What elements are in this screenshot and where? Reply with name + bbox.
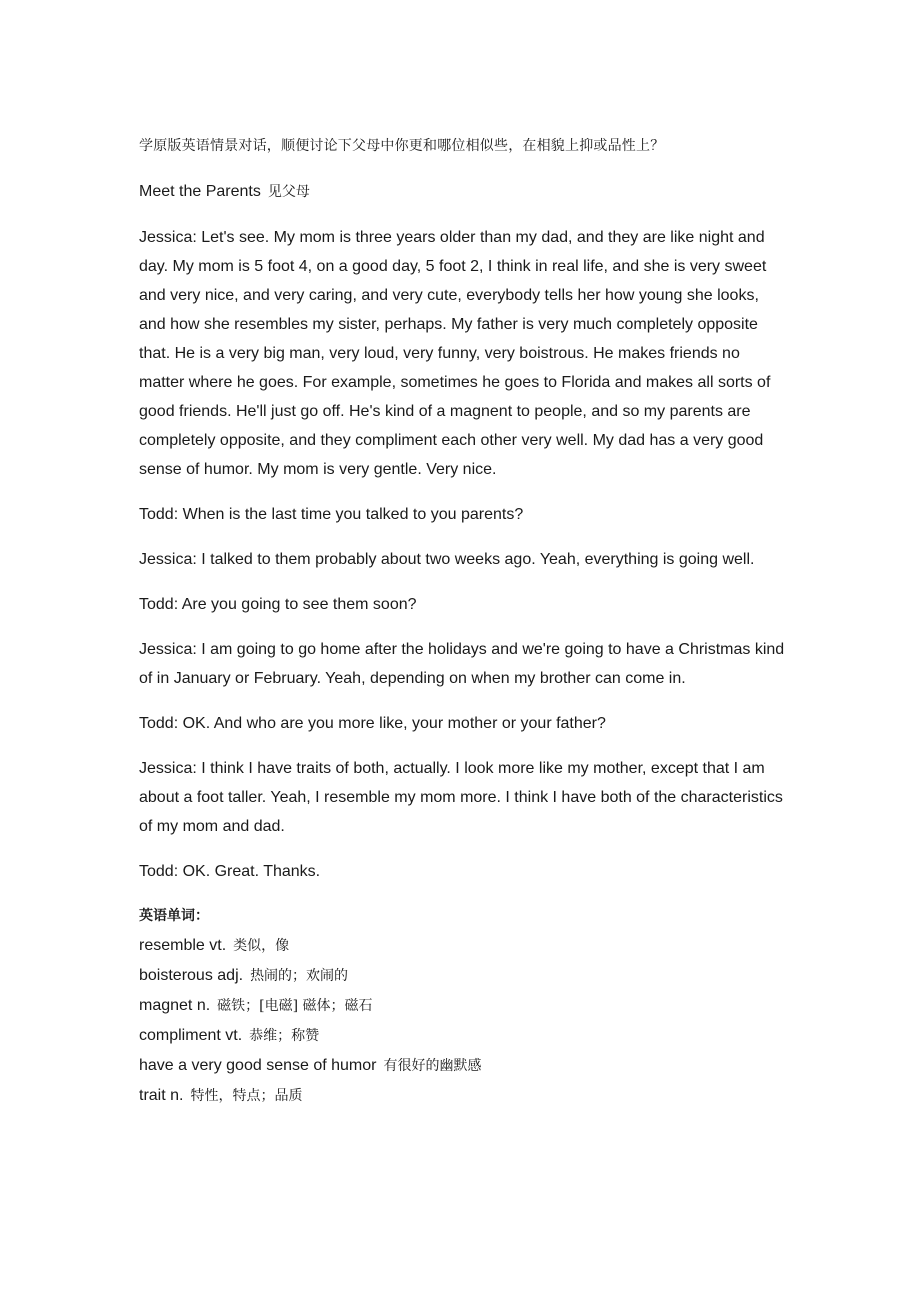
vocabulary-definition: 有很好的幽默感 xyxy=(383,1058,482,1074)
vocabulary-term: have a very good sense of humor xyxy=(139,1057,377,1074)
article-title-zh: 见父母 xyxy=(267,184,310,200)
dialogue-line: Jessica: I am going to go home after the holidays and we're going to have a Christmas kind of in January or February. Yeah, depending on when my brother can come in. xyxy=(139,641,785,687)
vocabulary-item xyxy=(139,1021,789,1051)
vocabulary-definition: 磁铁；[电磁] 磁体；磁石 xyxy=(217,998,373,1014)
dialogue-line: Todd: When is the last time you talked to you parents? xyxy=(139,506,524,523)
article-title-en: Meet the Parents xyxy=(139,183,261,200)
dialogue-line: Todd: OK. Great. Thanks. xyxy=(139,863,321,880)
vocabulary-term: resemble vt. xyxy=(139,937,227,954)
article-title xyxy=(139,177,789,207)
vocabulary-term: trait n. xyxy=(139,1087,184,1104)
vocabulary-item xyxy=(139,961,789,991)
vocabulary-heading: 英语单词： xyxy=(139,908,209,924)
vocabulary-item xyxy=(139,991,789,1021)
vocabulary-term: boisterous adj. xyxy=(139,967,244,984)
vocabulary-term: magnet n. xyxy=(139,997,211,1014)
document-page xyxy=(139,132,789,1111)
vocabulary-definition: 类似，像 xyxy=(233,938,290,954)
dialogue-line: Todd: OK. And who are you more like, your mother or your father? xyxy=(139,715,606,732)
vocabulary-definition: 热闹的；欢闹的 xyxy=(250,968,349,984)
dialogue-line: Jessica: Let's see. My mom is three years older than my dad, and they are like night and day. My mom is 5 foot 4, on a good day, 5 foot 2, I think in real life, and she is very sweet and very nice, and very caring, and very cute, everybody tells her how young she looks, and how she resembles my sister, perhaps. My father is very much completely opposite that. He is a very big man, very loud, very funny, very boistrous. He makes friends no matter where he goes. For example, sometimes he goes to Florida and makes all sorts of good friends. He'll just go off. He's kind of a magnent to people, and so my parents are completely opposite, and they compliment each other very well. My dad has a very good sense of humor. My mom is very gentle. Very nice. xyxy=(139,229,771,478)
vocabulary-item xyxy=(139,1081,789,1111)
vocabulary-term: compliment vt. xyxy=(139,1027,243,1044)
vocabulary-list xyxy=(139,902,789,1111)
dialogue-line: Todd: Are you going to see them soon? xyxy=(139,596,417,613)
dialogue-line: Jessica: I talked to them probably about two weeks ago. Yeah, everything is going well. xyxy=(139,551,755,568)
dialogue xyxy=(139,223,789,886)
vocabulary-definition: 特性，特点；品质 xyxy=(190,1088,303,1104)
intro-text: 学原版英语情景对话，顺便讨论下父母中你更和哪位相似些，在相貌上抑或品性上？ xyxy=(139,138,665,154)
vocabulary-item xyxy=(139,931,789,961)
vocabulary-item xyxy=(139,1051,789,1081)
vocabulary-definition: 恭维；称赞 xyxy=(249,1028,320,1044)
dialogue-line: Jessica: I think I have traits of both, actually. I look more like my mother, except that I am about a foot taller. Yeah, I resemble my mom more. I think I have both of the characteristics of my mom and dad. xyxy=(139,760,783,835)
